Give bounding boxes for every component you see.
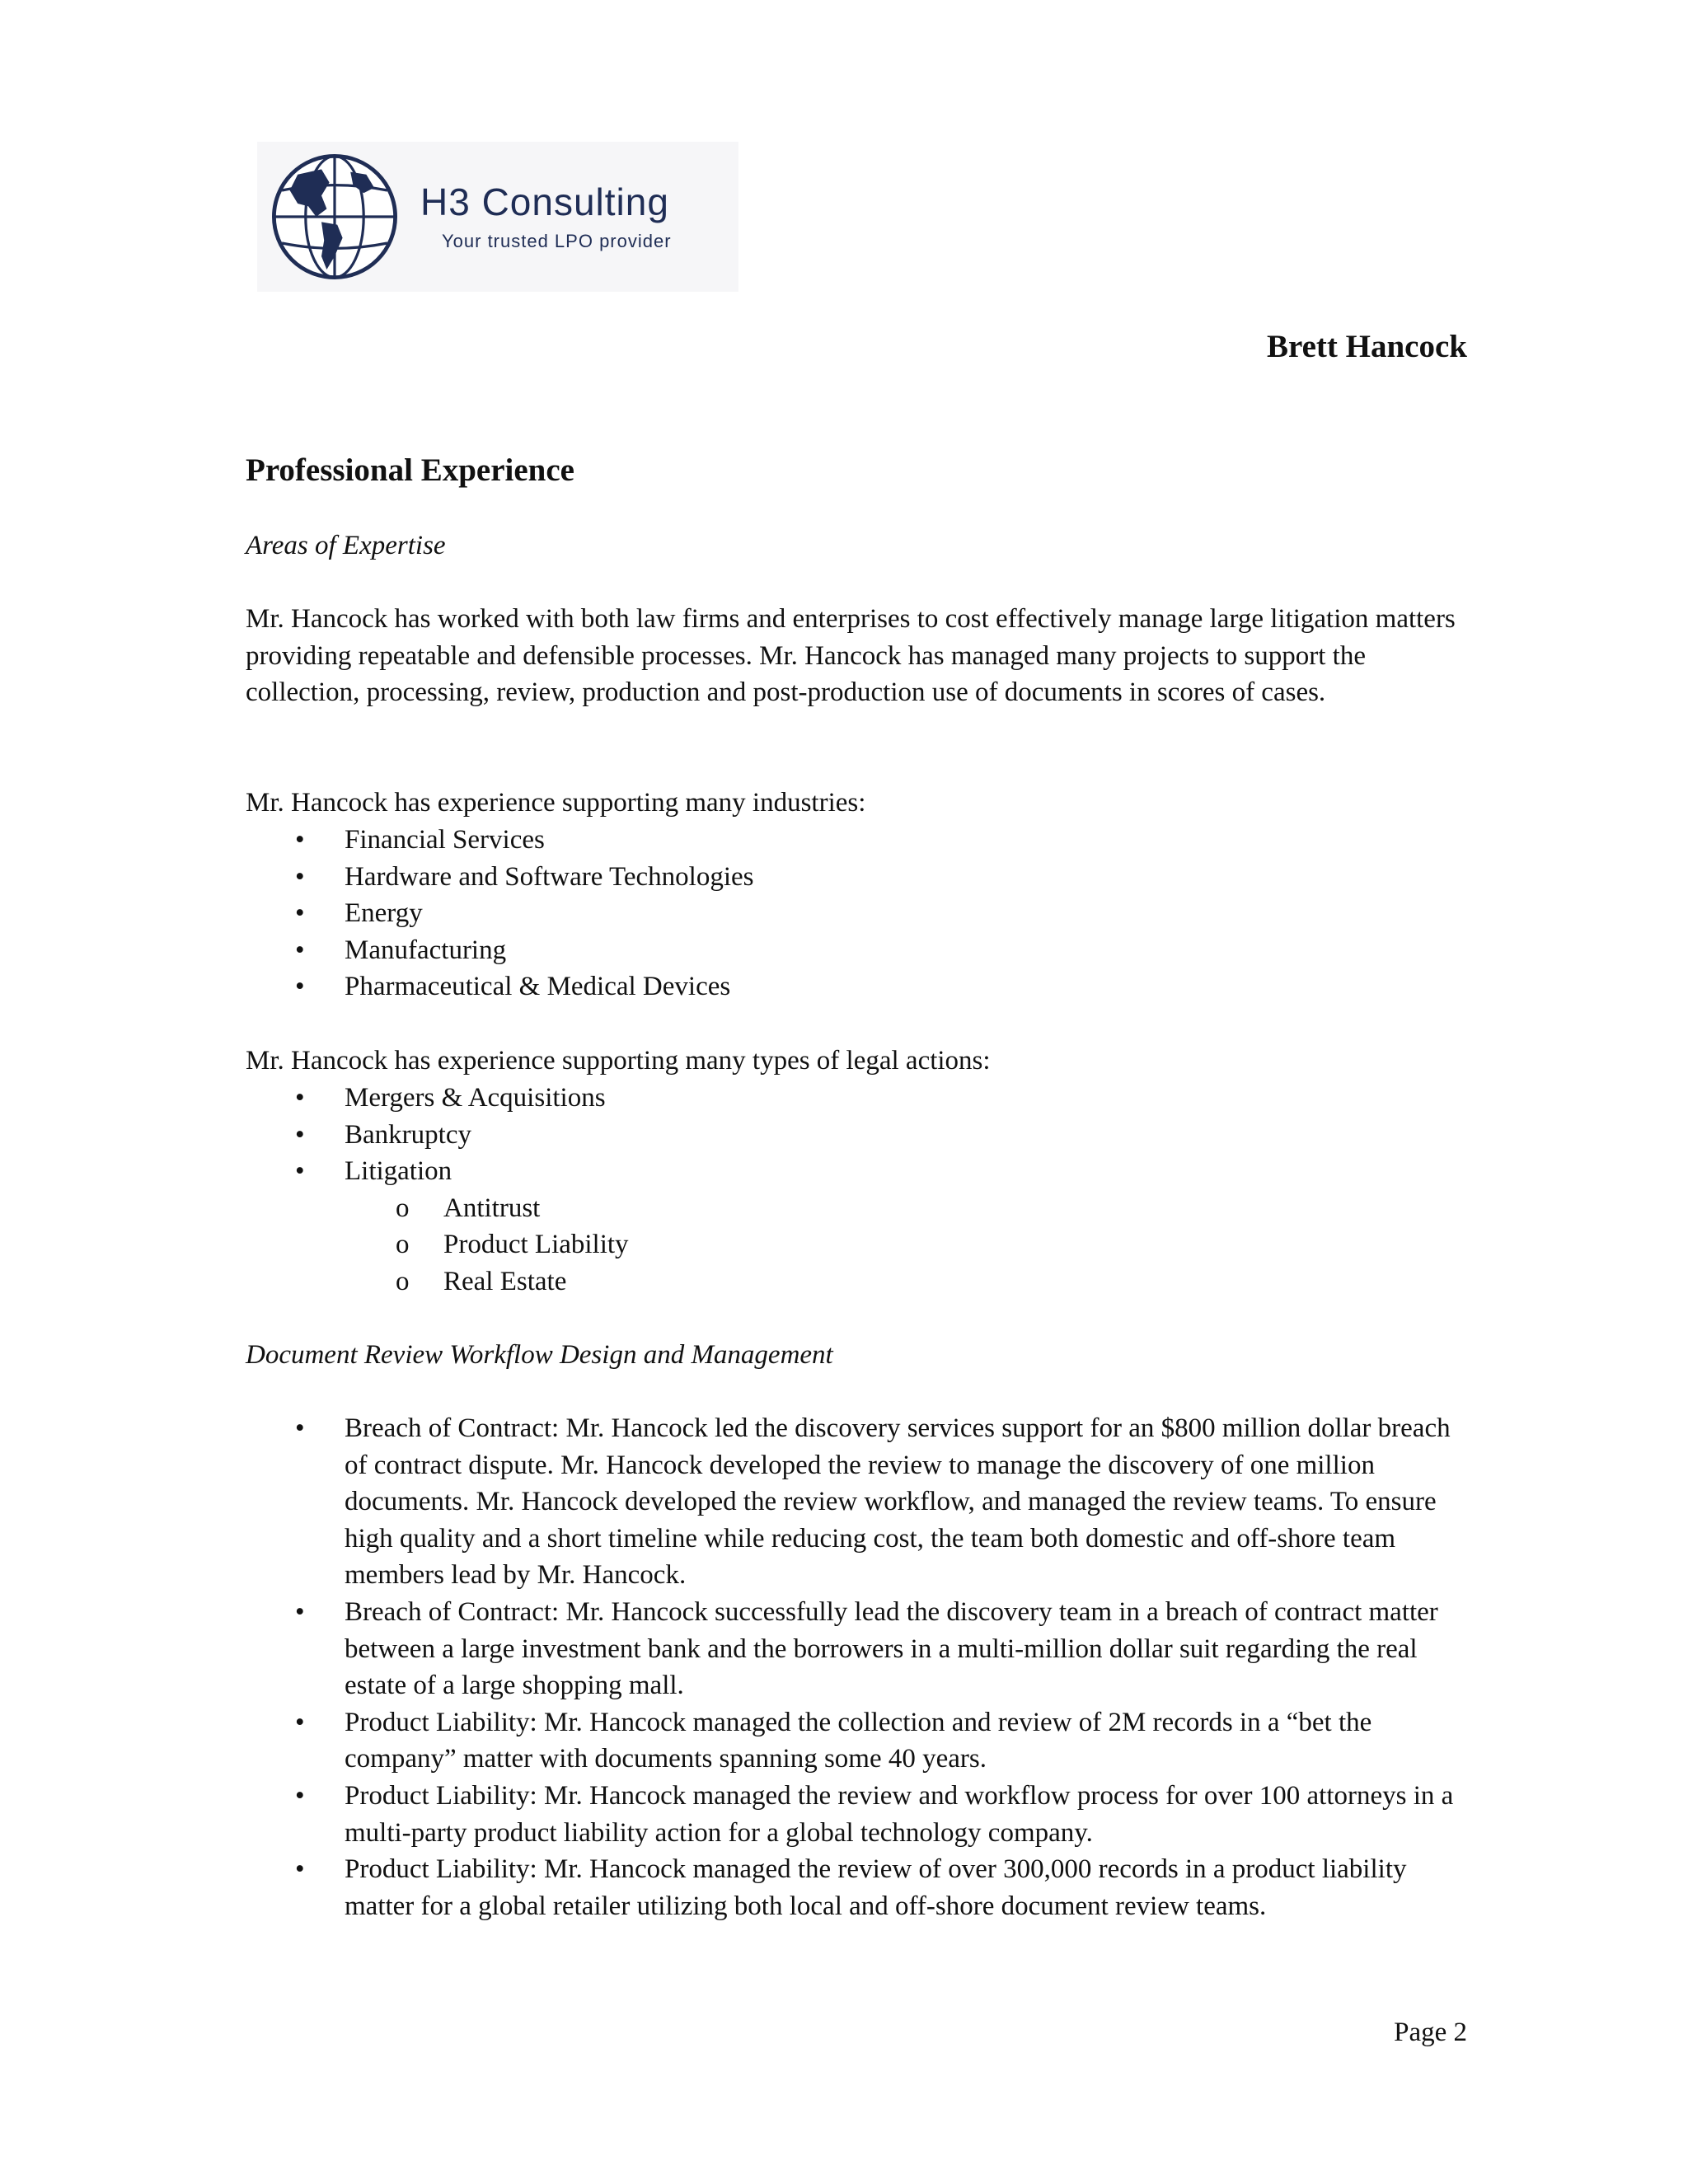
sub-list-item: o Product Liability xyxy=(345,1226,1482,1263)
section-title: Professional Experience xyxy=(246,452,574,488)
page-number: Page 2 xyxy=(1394,2018,1467,2047)
globe-icon xyxy=(269,151,401,283)
list-item: • Energy xyxy=(246,895,1482,932)
areas-intro-paragraph: Mr. Hancock has worked with both law firms and enterprises to cost effectively manage large litigation matters providing repeatable and defensible processes. Mr. Hancock has managed many projects to support the collection, processing, review, production and post-production use of documents in scores of cases. xyxy=(246,604,1456,708)
company-logo xyxy=(257,142,738,292)
industries-list xyxy=(246,822,1482,1005)
legal-actions-list xyxy=(246,1080,1482,1301)
litigation-types-list xyxy=(345,1190,1482,1301)
list-item: • Bankruptcy xyxy=(246,1117,1482,1154)
list-item: • Hardware and Software Technologies xyxy=(246,859,1482,896)
logo-text xyxy=(420,181,672,253)
sub-list-item: o Antitrust xyxy=(345,1190,1482,1227)
list-item-label: Litigation xyxy=(345,1156,452,1187)
list-item: • Manufacturing xyxy=(246,932,1482,969)
workflow-list xyxy=(246,1410,1465,1924)
legal-actions-intro: Mr. Hancock has experience supporting many types of legal actions: xyxy=(246,1046,991,1076)
logo-tagline: Your trusted LPO provider xyxy=(442,231,672,252)
list-item: • Financial Services xyxy=(246,822,1482,859)
list-item: • Product Liability: Mr. Hancock managed the collection and review of 2M records in a “bet the company” matter with documents spanning some 40 years. xyxy=(246,1704,1465,1778)
list-item: • Product Liability: Mr. Hancock managed the review and workflow process for over 100 attorneys in a multi-party product liability action for a global technology company. xyxy=(246,1778,1465,1851)
areas-subhead: Areas of Expertise xyxy=(246,531,446,560)
logo-company-name: H3 Consulting xyxy=(420,180,669,223)
sub-list-item: o Real Estate xyxy=(345,1263,1482,1301)
workflow-subhead: Document Review Workflow Design and Management xyxy=(246,1340,833,1370)
list-item: • Breach of Contract: Mr. Hancock led the discovery services support for an $800 million dollar breach of contract dispute. Mr. Hancock developed the review to manage the discovery of one million documents. Mr. Hancock developed the review workflow, and managed the review teams. To ensure high quality and a short timeline while reducing cost, the team both domestic and off-shore team members lead by Mr. Hancock. xyxy=(246,1410,1465,1594)
person-name-heading: Brett Hancock xyxy=(1267,329,1467,364)
list-item: • Pharmaceutical & Medical Devices xyxy=(246,968,1482,1005)
list-item xyxy=(246,1153,1482,1300)
list-item: • Product Liability: Mr. Hancock managed the review of over 300,000 records in a product liability matter for a global retailer utilizing both local and off-shore document review teams. xyxy=(246,1851,1465,1924)
list-item: • Breach of Contract: Mr. Hancock successfully lead the discovery team in a breach of contract matter between a large investment bank and the borrowers in a multi-million dollar suit regarding the real estate of a large shopping mall. xyxy=(246,1594,1465,1704)
industries-intro: Mr. Hancock has experience supporting many industries: xyxy=(246,788,866,818)
list-item: • Mergers & Acquisitions xyxy=(246,1080,1482,1117)
